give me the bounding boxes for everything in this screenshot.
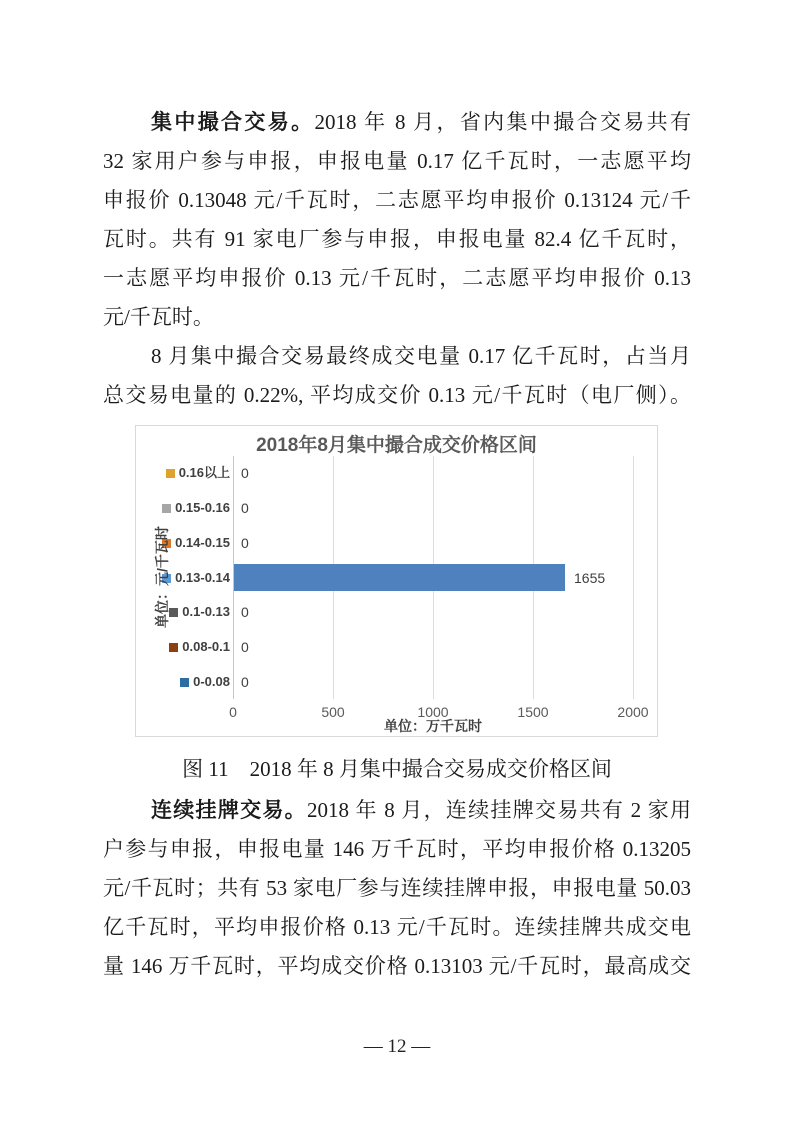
x-tick-label: 1000 [417,704,449,720]
figure-caption: 图 11 2018 年 8 月集中撮合交易成交价格区间 [182,757,612,781]
category-label: 0.16以上 [136,464,230,482]
category-color-marker-icon [166,469,175,478]
text-line: 8 月集中撮合交易最终成交电量 0.17 亿千瓦时，占当月 [151,344,691,368]
category-label: 0-0.08 [136,673,230,691]
text-line: 连续挂牌交易。2018 年 8 月，连续挂牌交易共有 2 家用 [151,798,691,822]
value-label: 0 [241,604,249,621]
x-tick-label: 500 [321,704,345,720]
text-line: 一志愿平均申报价 0.13 元/千瓦时，二志愿平均申报价 0.13 [103,266,691,290]
value-label: 0 [241,534,249,551]
text-line: 总交易电量的 0.22%, 平均成交价 0.13 元/千瓦时（电厂侧）。 [103,383,691,407]
text-line: 元/千瓦时；共有 53 家电厂参与连续挂牌申报，申报电量 50.03 [103,876,691,900]
category-label: 0.15-0.16 [136,499,230,517]
category-label: 0.1-0.13 [136,603,230,621]
value-label: 1655 [574,569,606,586]
text-line: 户参与申报，申报电量 146 万千瓦时，平均申报价格 0.13205 [103,837,691,861]
x-tick-label: 0 [229,704,237,720]
x-tick-label: 1500 [517,704,549,720]
paragraph-continuous-listing [103,791,691,986]
category-color-marker-icon [180,678,189,687]
chart-title: 2018年8月集中撮合成交价格区间 [256,435,537,456]
price-range-bar-chart [135,425,658,737]
text-line: 亿千瓦时，平均申报价格 0.13 元/千瓦时。连续挂牌共成交电 [103,915,691,939]
value-label: 0 [241,500,249,517]
text-line: 瓦时。共有 91 家电厂参与申报，申报电量 82.4 亿千瓦时， [103,227,691,251]
x-axis-label: 单位：万千瓦时 [384,718,482,734]
category-label: 0.14-0.15 [136,534,230,552]
y-axis-label: 单位：元/千瓦时 [154,526,170,628]
text-line: 集中撮合交易。2018 年 8 月，省内集中撮合交易共有 [151,110,691,134]
paragraph-august-summary [103,337,691,415]
gridline [633,456,634,699]
category-color-marker-icon [169,608,178,617]
x-tick-label: 2000 [617,704,649,720]
bold-run: 集中撮合交易。 [151,111,315,134]
text-line: 申报价 0.13048 元/千瓦时，二志愿平均申报价 0.13124 元/千 [103,188,691,212]
category-label: 0.08-0.1 [136,638,230,656]
bold-run: 连续挂牌交易。 [151,799,307,822]
text-line: 元/千瓦时。 [103,305,214,329]
value-label: 0 [241,465,249,482]
data-bar [234,564,565,591]
text-line: 32 家用户参与申报，申报电量 0.17 亿千瓦时，一志愿平均 [103,149,691,173]
category-color-marker-icon [169,643,178,652]
text-line: 量 146 万千瓦时，平均成交价格 0.13103 元/千瓦时，最高成交 [103,954,691,978]
page-number: — 12 — [363,1036,431,1057]
value-label: 0 [241,638,249,655]
value-label: 0 [241,673,249,690]
category-label: 0.13-0.14 [136,569,230,587]
paragraph-centralized-matching [103,103,691,337]
